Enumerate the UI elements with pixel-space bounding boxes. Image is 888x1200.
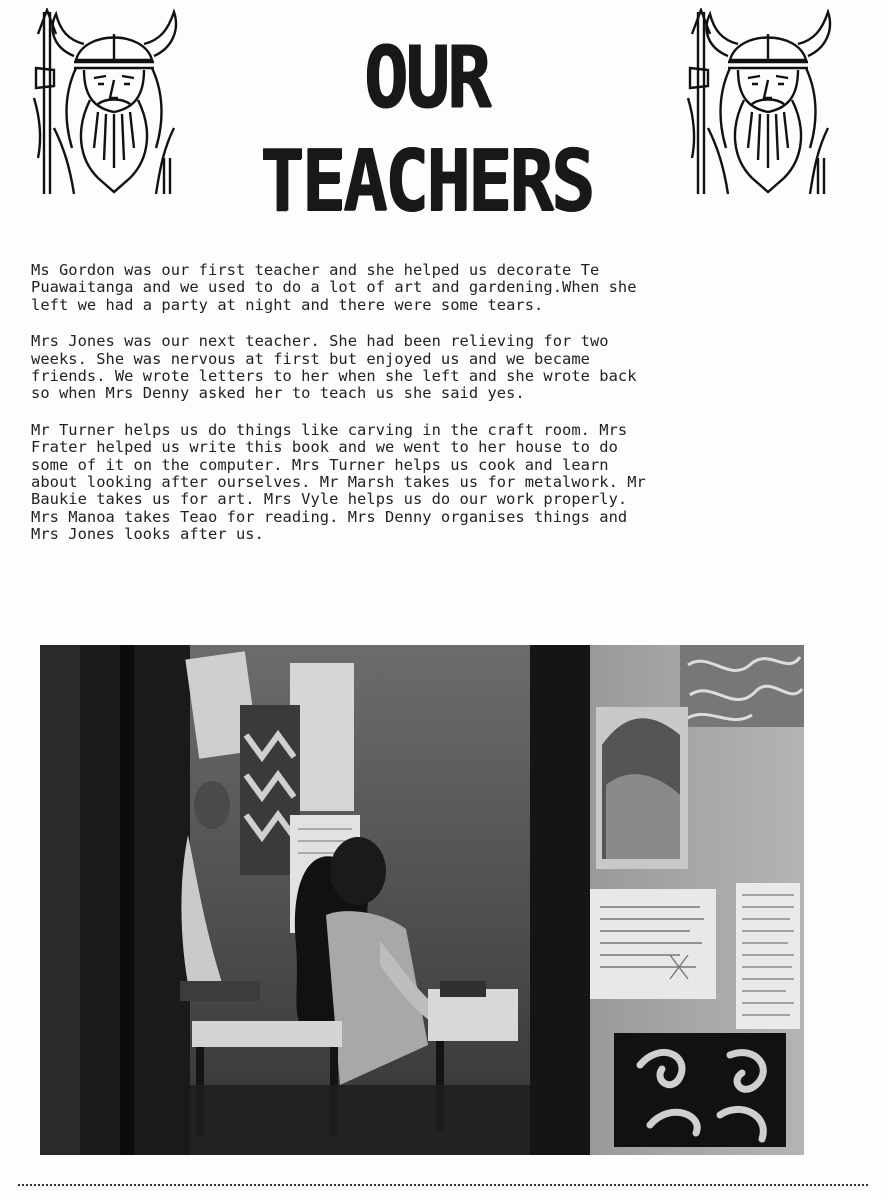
viking-icon (14, 8, 189, 196)
paragraph-mrs-jones: Mrs Jones was our next teacher. She had been relieving for two weeks. She was nervous at first but enjoyed us and we became friends. We wrote letters to her when she left and she wrote back so when Mrs Denny asked her to teach us she said yes. (31, 332, 637, 403)
classroom-photo (40, 645, 804, 1155)
article-body (31, 262, 791, 563)
page-title: OUR TEACHERS (259, 28, 593, 231)
classroom-photo-illustration (40, 645, 804, 1155)
footer-divider (18, 1184, 868, 1186)
viking-icon (668, 8, 843, 196)
paragraph-other-teachers: Mr Turner helps us do things like carving in the craft room. Mrs Frater helped us write this book and we went to her house to do some of it on the computer. Mrs Turner helps us cook and learn about looking after ourselves. Mr Marsh takes us for metalwork. Mr Baukie takes us for art. Mrs Vyle helps us do our work properly. Mrs Manoa takes Teao for reading. Mrs Denny organises things and Mrs Jones looks after us. (31, 420, 646, 544)
page-header (0, 0, 888, 231)
paragraph-ms-gordon: Ms Gordon was our first teacher and she helped us decorate Te Puawaitanga and we used to do a lot of art and gardening.When she left we had a party at night and there were some tears. (31, 261, 637, 314)
